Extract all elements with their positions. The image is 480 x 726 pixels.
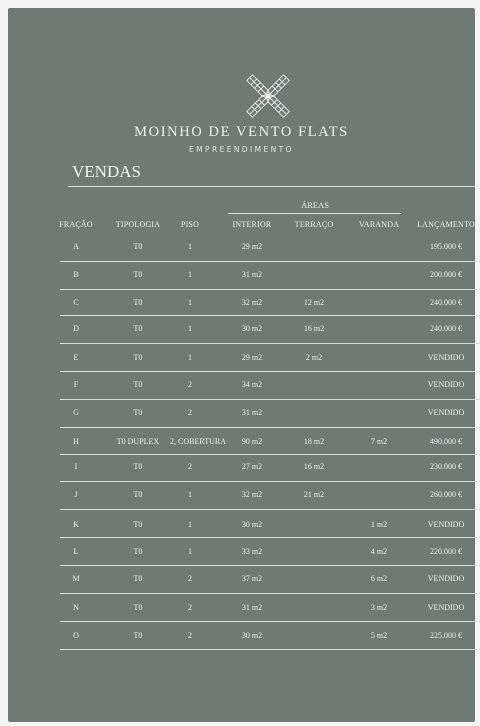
cell-interior: 30 m2	[241, 520, 263, 529]
row-divider	[60, 343, 480, 344]
table-row	[52, 518, 480, 532]
cell-interior: 34 m2	[241, 380, 263, 389]
cell-lancamento: 240.000 €	[430, 298, 462, 307]
cell-piso: 2	[188, 631, 192, 640]
cell-piso: 1	[188, 324, 192, 333]
cell-piso: 1	[188, 298, 192, 307]
cell-piso: 2	[188, 462, 192, 471]
section-divider	[68, 186, 475, 187]
cell-tipologia: T0	[133, 353, 143, 362]
cell-lancamento: 220.000 €	[430, 547, 462, 556]
cell-lancamento: 490.000 €	[430, 437, 462, 446]
cell-fracao: M	[72, 574, 80, 583]
areas-group-label: ÁREAS	[301, 200, 329, 210]
cell-terraco: 16 m2	[303, 462, 325, 471]
windmill-icon	[240, 68, 296, 124]
cell-lancamento: 240.000 €	[430, 324, 462, 333]
cell-terraco: 18 m2	[303, 437, 325, 446]
cell-interior: 37 m2	[241, 574, 263, 583]
cell-lancamento: VENDIDO	[427, 574, 465, 583]
table-row	[52, 322, 480, 336]
cell-tipologia: T0	[133, 242, 143, 251]
cell-interior: 29 m2	[241, 242, 263, 251]
table-row	[52, 572, 480, 586]
cell-piso: 2	[188, 380, 192, 389]
cell-lancamento: VENDIDO	[427, 603, 465, 612]
cell-terraco	[288, 518, 340, 532]
cell-tipologia: T0	[133, 603, 143, 612]
table-row	[52, 406, 480, 420]
cell-tipologia: T0	[133, 574, 143, 583]
cell-interior: 90 m2	[241, 437, 263, 446]
cell-fracao: J	[74, 490, 78, 499]
section-title: VENDAS	[72, 162, 141, 181]
cell-terraco	[288, 601, 340, 615]
row-divider	[60, 649, 480, 650]
cell-terraco: 16 m2	[303, 324, 325, 333]
cell-tipologia: T0	[133, 380, 143, 389]
table-row	[52, 601, 480, 615]
cell-tipologia: T0	[133, 631, 143, 640]
row-divider	[60, 565, 480, 566]
cell-piso: 1	[188, 547, 192, 556]
cell-varanda: 5 m2	[370, 631, 388, 640]
column-header-terraco: TERRAÇO	[294, 220, 334, 229]
cell-lancamento: 200.000 €	[430, 270, 462, 279]
brand-subtitle: EMPREENDIMENTO	[189, 145, 294, 154]
column-header-fracao: FRAÇÃO	[59, 220, 93, 229]
cell-tipologia: T0	[133, 490, 143, 499]
cell-fracao: E	[73, 353, 79, 362]
cell-varanda	[350, 296, 408, 310]
cell-fracao: F	[73, 380, 79, 389]
cell-tipologia: T0	[133, 324, 143, 333]
cell-terraco	[288, 378, 340, 392]
cell-fracao: G	[73, 408, 79, 417]
column-header-interior: INTERIOR	[232, 220, 272, 229]
cell-tipologia: T0	[133, 520, 143, 529]
cell-varanda	[350, 378, 408, 392]
cell-piso: 2	[188, 603, 192, 612]
column-header-piso: PISO	[180, 220, 200, 229]
cell-varanda: 1 m2	[370, 520, 388, 529]
cell-lancamento: VENDIDO	[427, 408, 465, 417]
cell-lancamento: VENDIDO	[427, 520, 465, 529]
row-divider	[60, 509, 480, 510]
row-divider	[60, 481, 480, 482]
row-divider	[60, 289, 480, 290]
row-divider	[60, 315, 480, 316]
table-row	[52, 296, 480, 310]
cell-piso: 1	[188, 520, 192, 529]
cell-interior: 30 m2	[241, 631, 263, 640]
cell-terraco: 2 m2	[305, 353, 323, 362]
cell-interior: 31 m2	[241, 270, 263, 279]
cell-piso: 2	[188, 574, 192, 583]
cell-piso: 2	[188, 408, 192, 417]
cell-terraco	[288, 545, 340, 559]
cell-interior: 29 m2	[241, 353, 263, 362]
cell-tipologia: T0	[133, 298, 143, 307]
table-row	[52, 545, 480, 559]
cell-varanda	[350, 268, 408, 282]
cell-fracao: N	[73, 603, 79, 612]
row-divider	[60, 261, 480, 262]
cell-fracao: A	[73, 242, 79, 251]
cell-piso: 2, COBERTURA	[170, 437, 226, 446]
cell-terraco	[288, 629, 340, 643]
cell-varanda	[350, 406, 408, 420]
price-list-card	[8, 8, 475, 722]
cell-lancamento: 260.000 €	[430, 490, 462, 499]
cell-piso: 1	[188, 270, 192, 279]
cell-fracao: L	[73, 547, 79, 556]
table-row	[52, 460, 480, 474]
cell-varanda: 3 m2	[370, 603, 388, 612]
cell-interior: 32 m2	[241, 490, 263, 499]
cell-fracao: D	[73, 324, 79, 333]
cell-tipologia: T0	[133, 547, 143, 556]
cell-interior: 32 m2	[241, 298, 263, 307]
table-row	[52, 629, 480, 643]
cell-fracao: O	[73, 631, 79, 640]
cell-interior: 31 m2	[241, 603, 263, 612]
cell-piso: 1	[188, 242, 192, 251]
row-divider	[60, 537, 480, 538]
cell-terraco	[288, 406, 340, 420]
cell-terraco	[288, 268, 340, 282]
row-divider	[60, 371, 480, 372]
areas-divider	[228, 213, 401, 214]
cell-varanda	[350, 488, 408, 502]
cell-lancamento: 230.000 €	[430, 462, 462, 471]
cell-fracao: C	[73, 298, 79, 307]
column-header-tipologia: TIPOLOGIA	[115, 220, 161, 229]
cell-varanda: 6 m2	[370, 574, 388, 583]
cell-piso: 1	[188, 353, 192, 362]
cell-tipologia: T0 DUPLEX	[116, 437, 160, 446]
cell-varanda: 4 m2	[370, 547, 388, 556]
cell-fracao: I	[74, 462, 78, 471]
cell-varanda: 7 m2	[370, 437, 388, 446]
cell-tipologia: T0	[133, 270, 143, 279]
cell-lancamento: VENDIDO	[427, 353, 465, 362]
cell-lancamento: VENDIDO	[427, 380, 465, 389]
table-row	[52, 435, 480, 449]
table-row	[52, 351, 480, 365]
cell-tipologia: T0	[133, 462, 143, 471]
row-divider	[60, 427, 480, 428]
table-row	[52, 378, 480, 392]
table-header	[52, 218, 480, 232]
row-divider	[60, 399, 480, 400]
cell-varanda	[350, 351, 408, 365]
table-row	[52, 488, 480, 502]
cell-terraco: 21 m2	[303, 490, 325, 499]
cell-fracao: B	[73, 270, 79, 279]
row-divider	[60, 621, 480, 622]
cell-varanda	[350, 460, 408, 474]
cell-fracao: K	[73, 520, 79, 529]
cell-interior: 30 m2	[241, 324, 263, 333]
cell-terraco	[288, 572, 340, 586]
cell-tipologia: T0	[133, 408, 143, 417]
cell-interior: 31 m2	[241, 408, 263, 417]
row-divider	[60, 454, 480, 455]
cell-terraco: 12 m2	[303, 298, 325, 307]
table-row	[52, 268, 480, 282]
table-row	[52, 240, 480, 254]
cell-interior: 33 m2	[241, 547, 263, 556]
brand-name: MOINHO DE VENTO FLATS	[134, 124, 349, 140]
cell-lancamento: 195.000 €	[430, 242, 462, 251]
cell-terraco	[288, 240, 340, 254]
cell-varanda	[350, 322, 408, 336]
row-divider	[60, 593, 480, 594]
cell-varanda	[350, 240, 408, 254]
cell-lancamento: 225.000 €	[430, 631, 462, 640]
cell-fracao: H	[73, 437, 79, 446]
cell-interior: 27 m2	[241, 462, 263, 471]
cell-piso: 1	[188, 490, 192, 499]
column-header-lancamento: LANÇAMENTO	[417, 220, 475, 229]
column-header-varanda: VARANDA	[358, 220, 400, 229]
